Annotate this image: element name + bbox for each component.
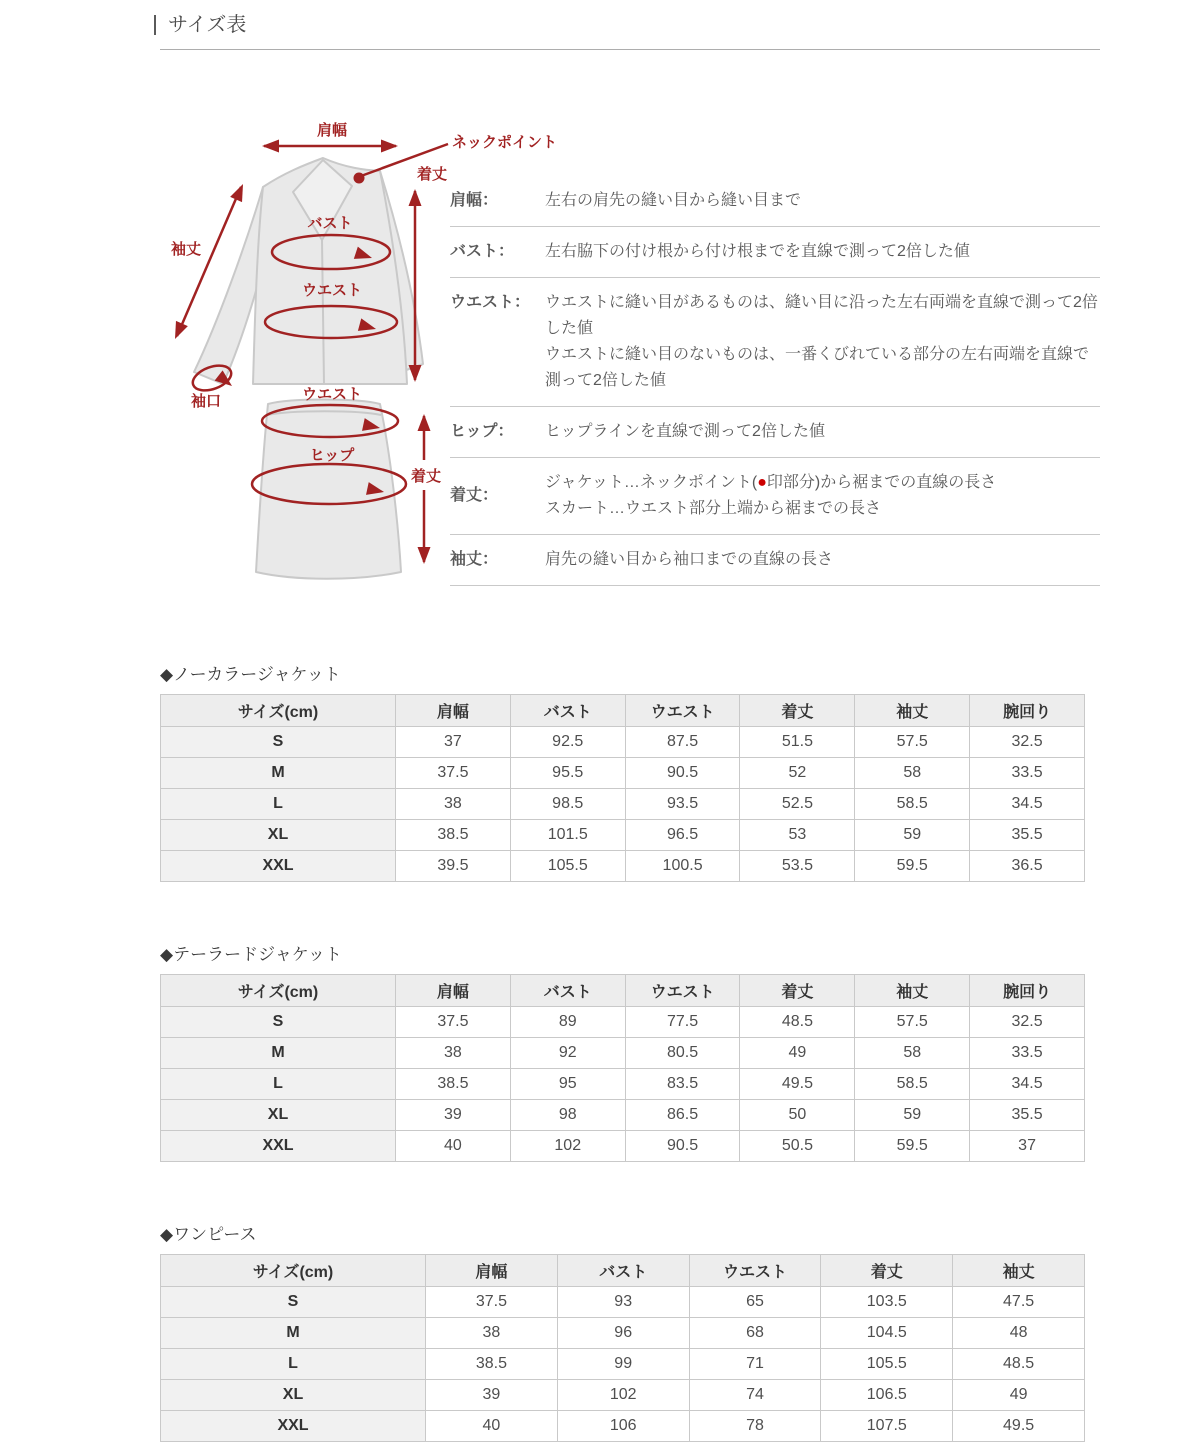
table-header-cell: バスト: [510, 695, 625, 727]
value-cell: 77.5: [625, 1007, 740, 1038]
table-header-cell: ウエスト: [625, 975, 740, 1007]
value-cell: 105.5: [510, 851, 625, 882]
value-cell: 103.5: [821, 1287, 953, 1318]
value-cell: 95: [510, 1069, 625, 1100]
definition-row: [450, 176, 1100, 227]
value-cell: 90.5: [625, 1131, 740, 1162]
value-cell: 49.5: [953, 1411, 1085, 1442]
size-table-block: [160, 660, 1100, 882]
definition-line: 左右の肩先の縫い目から縫い目まで: [545, 192, 802, 209]
table-row: [161, 1411, 1085, 1442]
definition-line: スカート…ウエスト部分上端から裾までの長さ: [545, 500, 882, 517]
page-title: [154, 12, 1100, 38]
value-cell: 59.5: [855, 1131, 970, 1162]
table-row: [161, 1038, 1085, 1069]
size-cell: M: [161, 1318, 426, 1349]
value-cell: 59: [855, 1100, 970, 1131]
table-row: [161, 789, 1085, 820]
table-header-row: [161, 975, 1085, 1007]
value-cell: 102: [557, 1380, 689, 1411]
table-row: [161, 758, 1085, 789]
value-cell: 38.5: [396, 1069, 511, 1100]
table-title: ◆テーラードジャケット: [160, 945, 342, 964]
definition-line: ウエストに縫い目のないものは、一番くびれている部分の左右両端を直線で測って2倍した値: [545, 346, 1090, 389]
value-cell: 89: [510, 1007, 625, 1038]
table-row: [161, 1100, 1085, 1131]
table-row: [161, 1380, 1085, 1411]
table-body: [161, 1287, 1085, 1442]
value-cell: 49: [740, 1038, 855, 1069]
value-cell: 80.5: [625, 1038, 740, 1069]
value-cell: 68: [689, 1318, 821, 1349]
value-cell: 59.5: [855, 851, 970, 882]
value-cell: 74: [689, 1380, 821, 1411]
table-header-cell: 肩幅: [396, 695, 511, 727]
value-cell: 58: [855, 1038, 970, 1069]
size-cell: L: [161, 1069, 396, 1100]
table-header-cell: 袖丈: [855, 695, 970, 727]
neck-point-dot: [354, 173, 365, 184]
size-table-block: [160, 1220, 1100, 1442]
value-cell: 50.5: [740, 1131, 855, 1162]
table-header-row: [161, 1255, 1085, 1287]
value-cell: 106: [557, 1411, 689, 1442]
value-cell: 50: [740, 1100, 855, 1131]
table-title: ◆ワンピース: [160, 1225, 257, 1244]
table-head: [161, 695, 1085, 727]
table-header-cell: 腕回り: [970, 975, 1085, 1007]
table-header-cell: 肩幅: [396, 975, 511, 1007]
value-cell: 96.5: [625, 820, 740, 851]
size-cell: S: [161, 1007, 396, 1038]
value-cell: 93: [557, 1287, 689, 1318]
definition-description: [545, 290, 1100, 394]
table-header-cell: バスト: [510, 975, 625, 1007]
definition-term: 肩幅：: [450, 192, 499, 209]
table-row: [161, 1318, 1085, 1349]
tables-section: [160, 660, 1100, 1442]
value-cell: 90.5: [625, 758, 740, 789]
definition-term: バスト：: [450, 243, 515, 260]
table-title: ◆ノーカラージャケット: [160, 665, 341, 684]
bust-label: バスト: [307, 215, 353, 232]
size-cell: L: [161, 789, 396, 820]
shoulder-width-label: 肩幅: [316, 122, 348, 139]
value-cell: 40: [426, 1411, 558, 1442]
value-cell: 57.5: [855, 727, 970, 758]
size-cell: M: [161, 1038, 396, 1069]
skirt-length-label: 着丈: [410, 468, 442, 485]
value-cell: 58.5: [855, 789, 970, 820]
size-cell: XXL: [161, 1411, 426, 1442]
value-cell: 92.5: [510, 727, 625, 758]
value-cell: 48: [953, 1318, 1085, 1349]
value-cell: 52.5: [740, 789, 855, 820]
size-cell: S: [161, 1287, 426, 1318]
value-cell: 96: [557, 1318, 689, 1349]
value-cell: 37.5: [396, 1007, 511, 1038]
table-header-cell: ウエスト: [689, 1255, 821, 1287]
value-cell: 87.5: [625, 727, 740, 758]
value-cell: 39: [426, 1380, 558, 1411]
definition-line: ジャケット…ネックポイント(●印部分)から裾までの直線の長さ: [545, 474, 997, 491]
value-cell: 38.5: [396, 820, 511, 851]
value-cell: 100.5: [625, 851, 740, 882]
table-head: [161, 975, 1085, 1007]
definition-description: [545, 470, 1100, 522]
definitions-list: [450, 176, 1100, 586]
value-cell: 39.5: [396, 851, 511, 882]
table-header-cell: 着丈: [740, 975, 855, 1007]
size-cell: XL: [161, 820, 396, 851]
value-cell: 57.5: [855, 1007, 970, 1038]
value-cell: 32.5: [970, 727, 1085, 758]
definition-term: 袖丈：: [450, 551, 499, 568]
value-cell: 52: [740, 758, 855, 789]
definition-description: [545, 239, 1100, 265]
hip-label: ヒップ: [309, 447, 355, 464]
table-header-cell: 袖丈: [953, 1255, 1085, 1287]
table-header-cell: 袖丈: [855, 975, 970, 1007]
size-cell: XL: [161, 1100, 396, 1131]
definition-description: [545, 419, 1100, 445]
definition-line: ウエストに縫い目があるものは、縫い目に沿った左右両端を直線で測って2倍した値: [545, 294, 1098, 337]
value-cell: 101.5: [510, 820, 625, 851]
value-cell: 36.5: [970, 851, 1085, 882]
table-header-cell: サイズ(cm): [161, 1255, 426, 1287]
definition-term: ヒップ：: [450, 423, 514, 440]
table-header-cell: バスト: [557, 1255, 689, 1287]
value-cell: 99: [557, 1349, 689, 1380]
size-table-block: [160, 940, 1100, 1162]
table-row: [161, 1287, 1085, 1318]
table-header-cell: サイズ(cm): [161, 695, 396, 727]
value-cell: 102: [510, 1131, 625, 1162]
value-cell: 32.5: [970, 1007, 1085, 1038]
value-cell: 48.5: [740, 1007, 855, 1038]
definition-row: [450, 535, 1100, 586]
table-body: [161, 727, 1085, 882]
value-cell: 35.5: [970, 820, 1085, 851]
page-header: [160, 0, 1100, 50]
size-cell: L: [161, 1349, 426, 1380]
table-header-cell: ウエスト: [625, 695, 740, 727]
definition-description: [545, 547, 1100, 573]
value-cell: 34.5: [970, 1069, 1085, 1100]
size-cell: XL: [161, 1380, 426, 1411]
value-cell: 95.5: [510, 758, 625, 789]
value-cell: 34.5: [970, 789, 1085, 820]
value-cell: 83.5: [625, 1069, 740, 1100]
value-cell: 49: [953, 1380, 1085, 1411]
jacket-length-label: 着丈: [416, 166, 448, 183]
table-head: [161, 1255, 1085, 1287]
value-cell: 38: [396, 789, 511, 820]
table-header-row: [161, 695, 1085, 727]
table-header-cell: サイズ(cm): [161, 975, 396, 1007]
size-cell: XXL: [161, 1131, 396, 1162]
value-cell: 53: [740, 820, 855, 851]
value-cell: 37.5: [426, 1287, 558, 1318]
skirt-waist-label: ウエスト: [301, 386, 363, 403]
value-cell: 48.5: [953, 1349, 1085, 1380]
value-cell: 53.5: [740, 851, 855, 882]
definition-description: [545, 188, 1100, 214]
table-row: [161, 1349, 1085, 1380]
value-cell: 98: [510, 1100, 625, 1131]
measurement-figure: [160, 50, 1100, 648]
value-cell: 38: [426, 1318, 558, 1349]
size-table: [160, 974, 1085, 1162]
value-cell: 93.5: [625, 789, 740, 820]
definition-line: 左右脇下の付け根から付け根までを直線で測って2倍した値: [545, 243, 970, 260]
size-table: [160, 1254, 1085, 1442]
value-cell: 106.5: [821, 1380, 953, 1411]
value-cell: 92: [510, 1038, 625, 1069]
jacket-waist-label: ウエスト: [301, 282, 363, 299]
table-body: [161, 1007, 1085, 1162]
value-cell: 98.5: [510, 789, 625, 820]
table-header-cell: 腕回り: [970, 695, 1085, 727]
sleeve-length-label: 袖丈: [170, 241, 202, 258]
definition-term: 着丈：: [450, 487, 499, 504]
value-cell: 59: [855, 820, 970, 851]
size-cell: XXL: [161, 851, 396, 882]
value-cell: 105.5: [821, 1349, 953, 1380]
table-row: [161, 1131, 1085, 1162]
page-title-text: サイズ表: [168, 14, 247, 36]
cuff-label: 袖口: [190, 393, 222, 410]
value-cell: 37: [970, 1131, 1085, 1162]
value-cell: 107.5: [821, 1411, 953, 1442]
table-header-cell: 着丈: [740, 695, 855, 727]
value-cell: 104.5: [821, 1318, 953, 1349]
table-header-cell: 着丈: [821, 1255, 953, 1287]
table-row: [161, 727, 1085, 758]
value-cell: 51.5: [740, 727, 855, 758]
value-cell: 65: [689, 1287, 821, 1318]
title-bar-decoration: [154, 15, 156, 35]
value-cell: 37.5: [396, 758, 511, 789]
value-cell: 33.5: [970, 758, 1085, 789]
definition-term: ウエスト：: [450, 294, 531, 311]
value-cell: 78: [689, 1411, 821, 1442]
value-cell: 71: [689, 1349, 821, 1380]
definition-row: [450, 458, 1100, 535]
size-cell: S: [161, 727, 396, 758]
neck-point-inline-dot: ●: [757, 474, 767, 491]
value-cell: 49.5: [740, 1069, 855, 1100]
table-row: [161, 820, 1085, 851]
table-row: [161, 1007, 1085, 1038]
value-cell: 58: [855, 758, 970, 789]
neck-point-label: ネックポイント: [452, 134, 558, 151]
value-cell: 38.5: [426, 1349, 558, 1380]
size-cell: M: [161, 758, 396, 789]
value-cell: 38: [396, 1038, 511, 1069]
value-cell: 58.5: [855, 1069, 970, 1100]
value-cell: 86.5: [625, 1100, 740, 1131]
definition-row: [450, 278, 1100, 407]
definition-row: [450, 227, 1100, 278]
value-cell: 37: [396, 727, 511, 758]
definition-row: [450, 407, 1100, 458]
value-cell: 47.5: [953, 1287, 1085, 1318]
definition-line: 肩先の縫い目から袖口までの直線の長さ: [545, 551, 834, 568]
value-cell: 33.5: [970, 1038, 1085, 1069]
table-row: [161, 1069, 1085, 1100]
value-cell: 39: [396, 1100, 511, 1131]
value-cell: 40: [396, 1131, 511, 1162]
table-header-cell: 肩幅: [426, 1255, 558, 1287]
definition-line: ヒップラインを直線で測って2倍した値: [545, 423, 825, 440]
table-row: [161, 851, 1085, 882]
value-cell: 35.5: [970, 1100, 1085, 1131]
size-table: [160, 694, 1085, 882]
